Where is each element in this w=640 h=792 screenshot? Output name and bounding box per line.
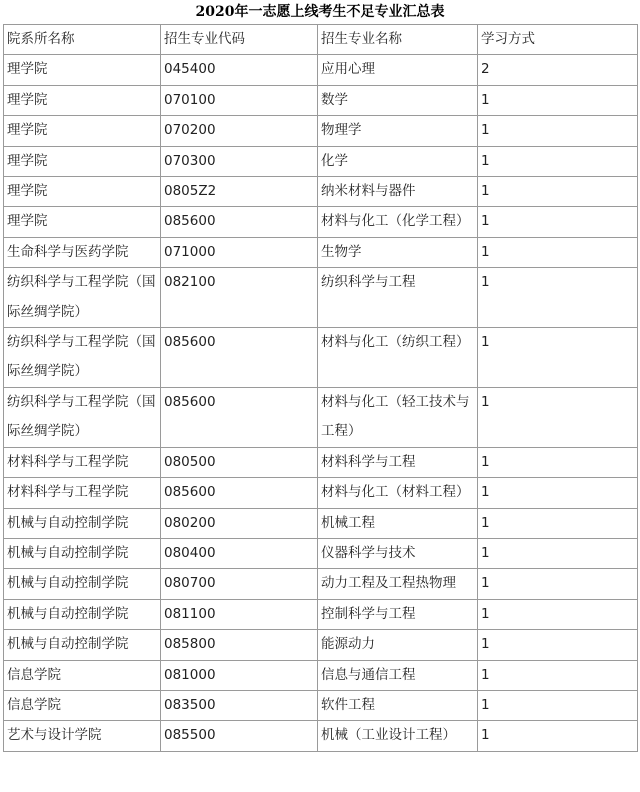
department-cell: 信息学院 [4, 660, 161, 690]
major-name-cell: 材料与化工（轻工技术与工程） [318, 387, 478, 447]
table-row [4, 328, 638, 388]
department-cell: 理学院 [4, 207, 161, 237]
table-header-row [4, 25, 638, 55]
department-cell: 纺织科学与工程学院（国际丝绸学院） [4, 268, 161, 328]
study-mode-cell: 1 [478, 207, 638, 237]
study-mode-cell: 1 [478, 116, 638, 146]
major-code-cell: 085600 [161, 328, 318, 388]
study-mode-cell: 1 [478, 177, 638, 207]
table-row [4, 387, 638, 447]
study-mode-cell: 1 [478, 569, 638, 599]
department-cell: 理学院 [4, 177, 161, 207]
major-name-cell: 材料与化工（化学工程） [318, 207, 478, 237]
table-row [4, 116, 638, 146]
major-code-cell: 080500 [161, 447, 318, 477]
header-major-name: 招生专业名称 [318, 25, 478, 55]
department-cell: 理学院 [4, 116, 161, 146]
major-name-cell: 软件工程 [318, 690, 478, 720]
major-name-cell: 数学 [318, 85, 478, 115]
study-mode-cell: 1 [478, 387, 638, 447]
major-code-cell: 085800 [161, 630, 318, 660]
study-mode-cell: 1 [478, 328, 638, 388]
header-major-code: 招生专业代码 [161, 25, 318, 55]
study-mode-cell: 1 [478, 508, 638, 538]
major-name-cell: 应用心理 [318, 55, 478, 85]
table-row [4, 268, 638, 328]
department-cell: 材料科学与工程学院 [4, 447, 161, 477]
major-name-cell: 纺织科学与工程 [318, 268, 478, 328]
department-cell: 材料科学与工程学院 [4, 478, 161, 508]
table-row [4, 237, 638, 267]
study-mode-cell: 1 [478, 538, 638, 568]
major-name-cell: 动力工程及工程热物理 [318, 569, 478, 599]
major-code-cell: 085600 [161, 387, 318, 447]
major-name-cell: 纳米材料与器件 [318, 177, 478, 207]
major-name-cell: 机械工程 [318, 508, 478, 538]
study-mode-cell: 1 [478, 478, 638, 508]
header-study-mode: 学习方式 [478, 25, 638, 55]
major-code-cell: 085500 [161, 721, 318, 751]
major-code-cell: 0805Z2 [161, 177, 318, 207]
major-name-cell: 生物学 [318, 237, 478, 267]
table-row [4, 508, 638, 538]
table-row [4, 146, 638, 176]
table-row [4, 660, 638, 690]
table-row [4, 85, 638, 115]
department-cell: 机械与自动控制学院 [4, 630, 161, 660]
major-code-cell: 081100 [161, 599, 318, 629]
department-cell: 机械与自动控制学院 [4, 599, 161, 629]
major-code-cell: 082100 [161, 268, 318, 328]
majors-table [3, 24, 638, 752]
table-row [4, 630, 638, 660]
table-row [4, 690, 638, 720]
major-code-cell: 083500 [161, 690, 318, 720]
department-cell: 理学院 [4, 55, 161, 85]
header-department: 院系所名称 [4, 25, 161, 55]
study-mode-cell: 1 [478, 447, 638, 477]
table-row [4, 569, 638, 599]
study-mode-cell: 1 [478, 146, 638, 176]
major-name-cell: 机械（工业设计工程） [318, 721, 478, 751]
study-mode-cell: 1 [478, 721, 638, 751]
table-row [4, 177, 638, 207]
major-name-cell: 材料与化工（纺织工程） [318, 328, 478, 388]
table-row [4, 447, 638, 477]
department-cell: 理学院 [4, 85, 161, 115]
major-code-cell: 080200 [161, 508, 318, 538]
study-mode-cell: 1 [478, 85, 638, 115]
major-name-cell: 控制科学与工程 [318, 599, 478, 629]
major-name-cell: 仪器科学与技术 [318, 538, 478, 568]
major-code-cell: 070200 [161, 116, 318, 146]
department-cell: 生命科学与医药学院 [4, 237, 161, 267]
major-code-cell: 070300 [161, 146, 318, 176]
department-cell: 艺术与设计学院 [4, 721, 161, 751]
major-code-cell: 085600 [161, 478, 318, 508]
document-title: 2020年一志愿上线考生不足专业汇总表 [195, 4, 445, 20]
table-row [4, 599, 638, 629]
study-mode-cell: 1 [478, 630, 638, 660]
major-name-cell: 物理学 [318, 116, 478, 146]
department-cell: 信息学院 [4, 690, 161, 720]
major-code-cell: 045400 [161, 55, 318, 85]
major-name-cell: 能源动力 [318, 630, 478, 660]
study-mode-cell: 1 [478, 237, 638, 267]
major-code-cell: 085600 [161, 207, 318, 237]
study-mode-cell: 1 [478, 660, 638, 690]
study-mode-cell: 1 [478, 268, 638, 328]
table-body [4, 55, 638, 751]
department-cell: 纺织科学与工程学院（国际丝绸学院） [4, 387, 161, 447]
major-name-cell: 信息与通信工程 [318, 660, 478, 690]
major-code-cell: 081000 [161, 660, 318, 690]
department-cell: 机械与自动控制学院 [4, 508, 161, 538]
table-row [4, 538, 638, 568]
department-cell: 理学院 [4, 146, 161, 176]
study-mode-cell: 1 [478, 690, 638, 720]
major-code-cell: 071000 [161, 237, 318, 267]
table-row [4, 55, 638, 85]
major-code-cell: 070100 [161, 85, 318, 115]
study-mode-cell: 2 [478, 55, 638, 85]
department-cell: 机械与自动控制学院 [4, 569, 161, 599]
major-name-cell: 材料科学与工程 [318, 447, 478, 477]
major-name-cell: 化学 [318, 146, 478, 176]
major-code-cell: 080400 [161, 538, 318, 568]
table-row [4, 721, 638, 751]
department-cell: 机械与自动控制学院 [4, 538, 161, 568]
table-row [4, 207, 638, 237]
major-name-cell: 材料与化工（材料工程） [318, 478, 478, 508]
major-code-cell: 080700 [161, 569, 318, 599]
table-row [4, 478, 638, 508]
study-mode-cell: 1 [478, 599, 638, 629]
department-cell: 纺织科学与工程学院（国际丝绸学院） [4, 328, 161, 388]
